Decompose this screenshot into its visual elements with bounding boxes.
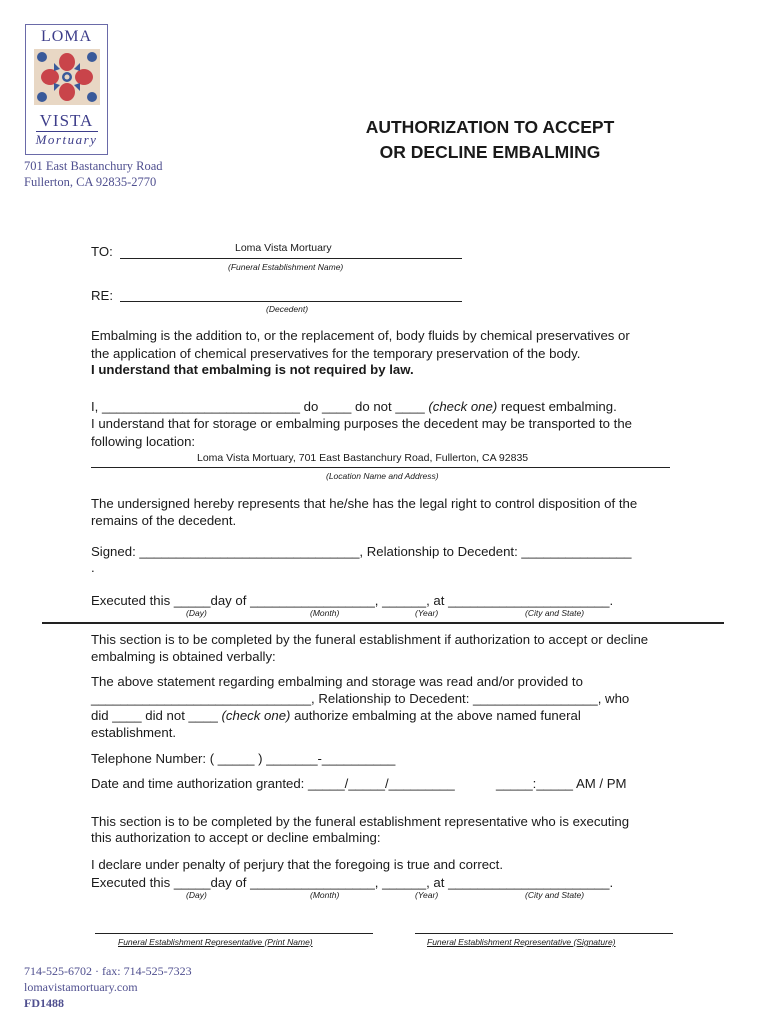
footer-form-code: FD1488 [24, 996, 64, 1010]
re-field-caption: (Decedent) [266, 304, 309, 314]
representation-line-2: remains of the decedent. [91, 513, 237, 528]
location-field-value[interactable]: Loma Vista Mortuary, 701 East Bastanchury Road, Fullerton, CA 92835 [197, 452, 529, 464]
document-title-line-2: OR DECLINE EMBALMING [379, 142, 601, 162]
logo-name-middle: VISTA [39, 111, 94, 130]
request-line-3: following location: [91, 434, 196, 449]
re-field-line[interactable] [120, 301, 462, 302]
to-label: TO: [91, 244, 113, 259]
logo-name-bottom: Mortuary [35, 132, 98, 147]
date-authorization-field[interactable]: Date and time authorization granted: _____/_____/_________ [91, 776, 455, 791]
address-line-2: Fullerton, CA 92835-2770 [24, 175, 157, 189]
signed-line[interactable]: Signed: ______________________________, Relationship to Decedent: _______________ [91, 544, 632, 559]
section2-line-2: embalming is obtained verbally: [91, 649, 276, 664]
section2-statement-1: The above statement regarding embalming and storage was read and/or provided to [91, 674, 583, 689]
request-line-1-part2: request embalming. [497, 399, 617, 414]
time-authorization-field[interactable]: _____:_____ AM / PM [496, 776, 627, 791]
mortuary-logo [25, 24, 108, 155]
section-divider [42, 622, 724, 624]
telephone-number-field[interactable]: Telephone Number: ( _____ ) _______-__________ [91, 751, 396, 766]
section3-declaration: I declare under penalty of perjury that the foregoing is true and correct. [91, 857, 503, 872]
request-line-1 [91, 398, 617, 415]
logo-tile-emblem [34, 49, 100, 105]
rep-signature-caption: Funeral Establishment Representative (Signature) [427, 937, 616, 947]
rep-signature-line[interactable] [415, 933, 673, 934]
section2-check-one: (check one) [221, 708, 291, 723]
rep-print-name-line[interactable] [95, 933, 373, 934]
executed-2-caption-day: (Day) [186, 890, 207, 900]
section2-statement-3 [91, 707, 581, 724]
request-check-one: (check one) [428, 399, 498, 414]
address-line-1: 701 East Bastanchury Road [24, 159, 163, 173]
re-label: RE: [91, 288, 113, 303]
executed-1-caption-day: (Day) [186, 608, 207, 618]
section2-statement-3-rest: authorize embalming at the above named funeral [290, 708, 581, 723]
section2-statement-2[interactable]: ______________________________, Relationship to Decedent: _________________, who [91, 691, 630, 706]
location-field-caption: (Location Name and Address) [326, 471, 439, 481]
to-field-line [120, 258, 462, 259]
representation-line-1: The undersigned hereby represents that he/she has the legal right to control disposition of the [91, 496, 638, 511]
intro-line-3: I understand that embalming is not required by law. [91, 362, 414, 377]
section3-line-1: This section is to be completed by the funeral establishment representative who is executing [91, 814, 630, 829]
logo-name-top: LOMA [40, 28, 93, 45]
signed-dot: . [91, 560, 95, 575]
executed-2-caption-city: (City and State) [525, 890, 585, 900]
to-field-value[interactable]: Loma Vista Mortuary [235, 242, 332, 254]
rep-print-name-caption: Funeral Establishment Representative (Print Name) [118, 937, 313, 947]
footer-website: lomavistamortuary.com [24, 980, 138, 994]
section2-statement-4: establishment. [91, 725, 177, 740]
section2-did-did-not[interactable]: did ____ did not ____ [91, 708, 222, 723]
executed-line-2[interactable]: Executed this _____day of _________________, ______, at ______________________. [91, 875, 614, 890]
footer-phone-fax: 714-525-6702 · fax: 714-525-7323 [24, 964, 192, 978]
executed-line-1[interactable]: Executed this _____day of _________________, ______, at ______________________. [91, 593, 614, 608]
to-field-caption: (Funeral Establishment Name) [228, 262, 344, 272]
executed-1-caption-city: (City and State) [525, 608, 585, 618]
intro-line-2: the application of chemical preservatives for the temporary preservation of the body. [91, 346, 581, 361]
executed-2-caption-year: (Year) [415, 890, 439, 900]
intro-line-1: Embalming is the addition to, or the replacement of, body fluids by chemical preservatives or [91, 328, 630, 343]
executed-1-caption-year: (Year) [415, 608, 439, 618]
request-line-1-part1[interactable]: I, ___________________________ do ____ do not ____ [91, 399, 429, 414]
request-line-2: I understand that for storage or embalming purposes the decedent may be transported to the [91, 416, 633, 431]
executed-2-caption-month: (Month) [310, 890, 340, 900]
document-title-line-1: AUTHORIZATION TO ACCEPT [365, 117, 615, 137]
executed-1-caption-month: (Month) [310, 608, 340, 618]
location-field-line [91, 467, 670, 468]
section2-line-1: This section is to be completed by the funeral establishment if authorization to accept or decline [91, 632, 649, 647]
section3-line-2: this authorization to accept or decline embalming: [91, 830, 381, 845]
